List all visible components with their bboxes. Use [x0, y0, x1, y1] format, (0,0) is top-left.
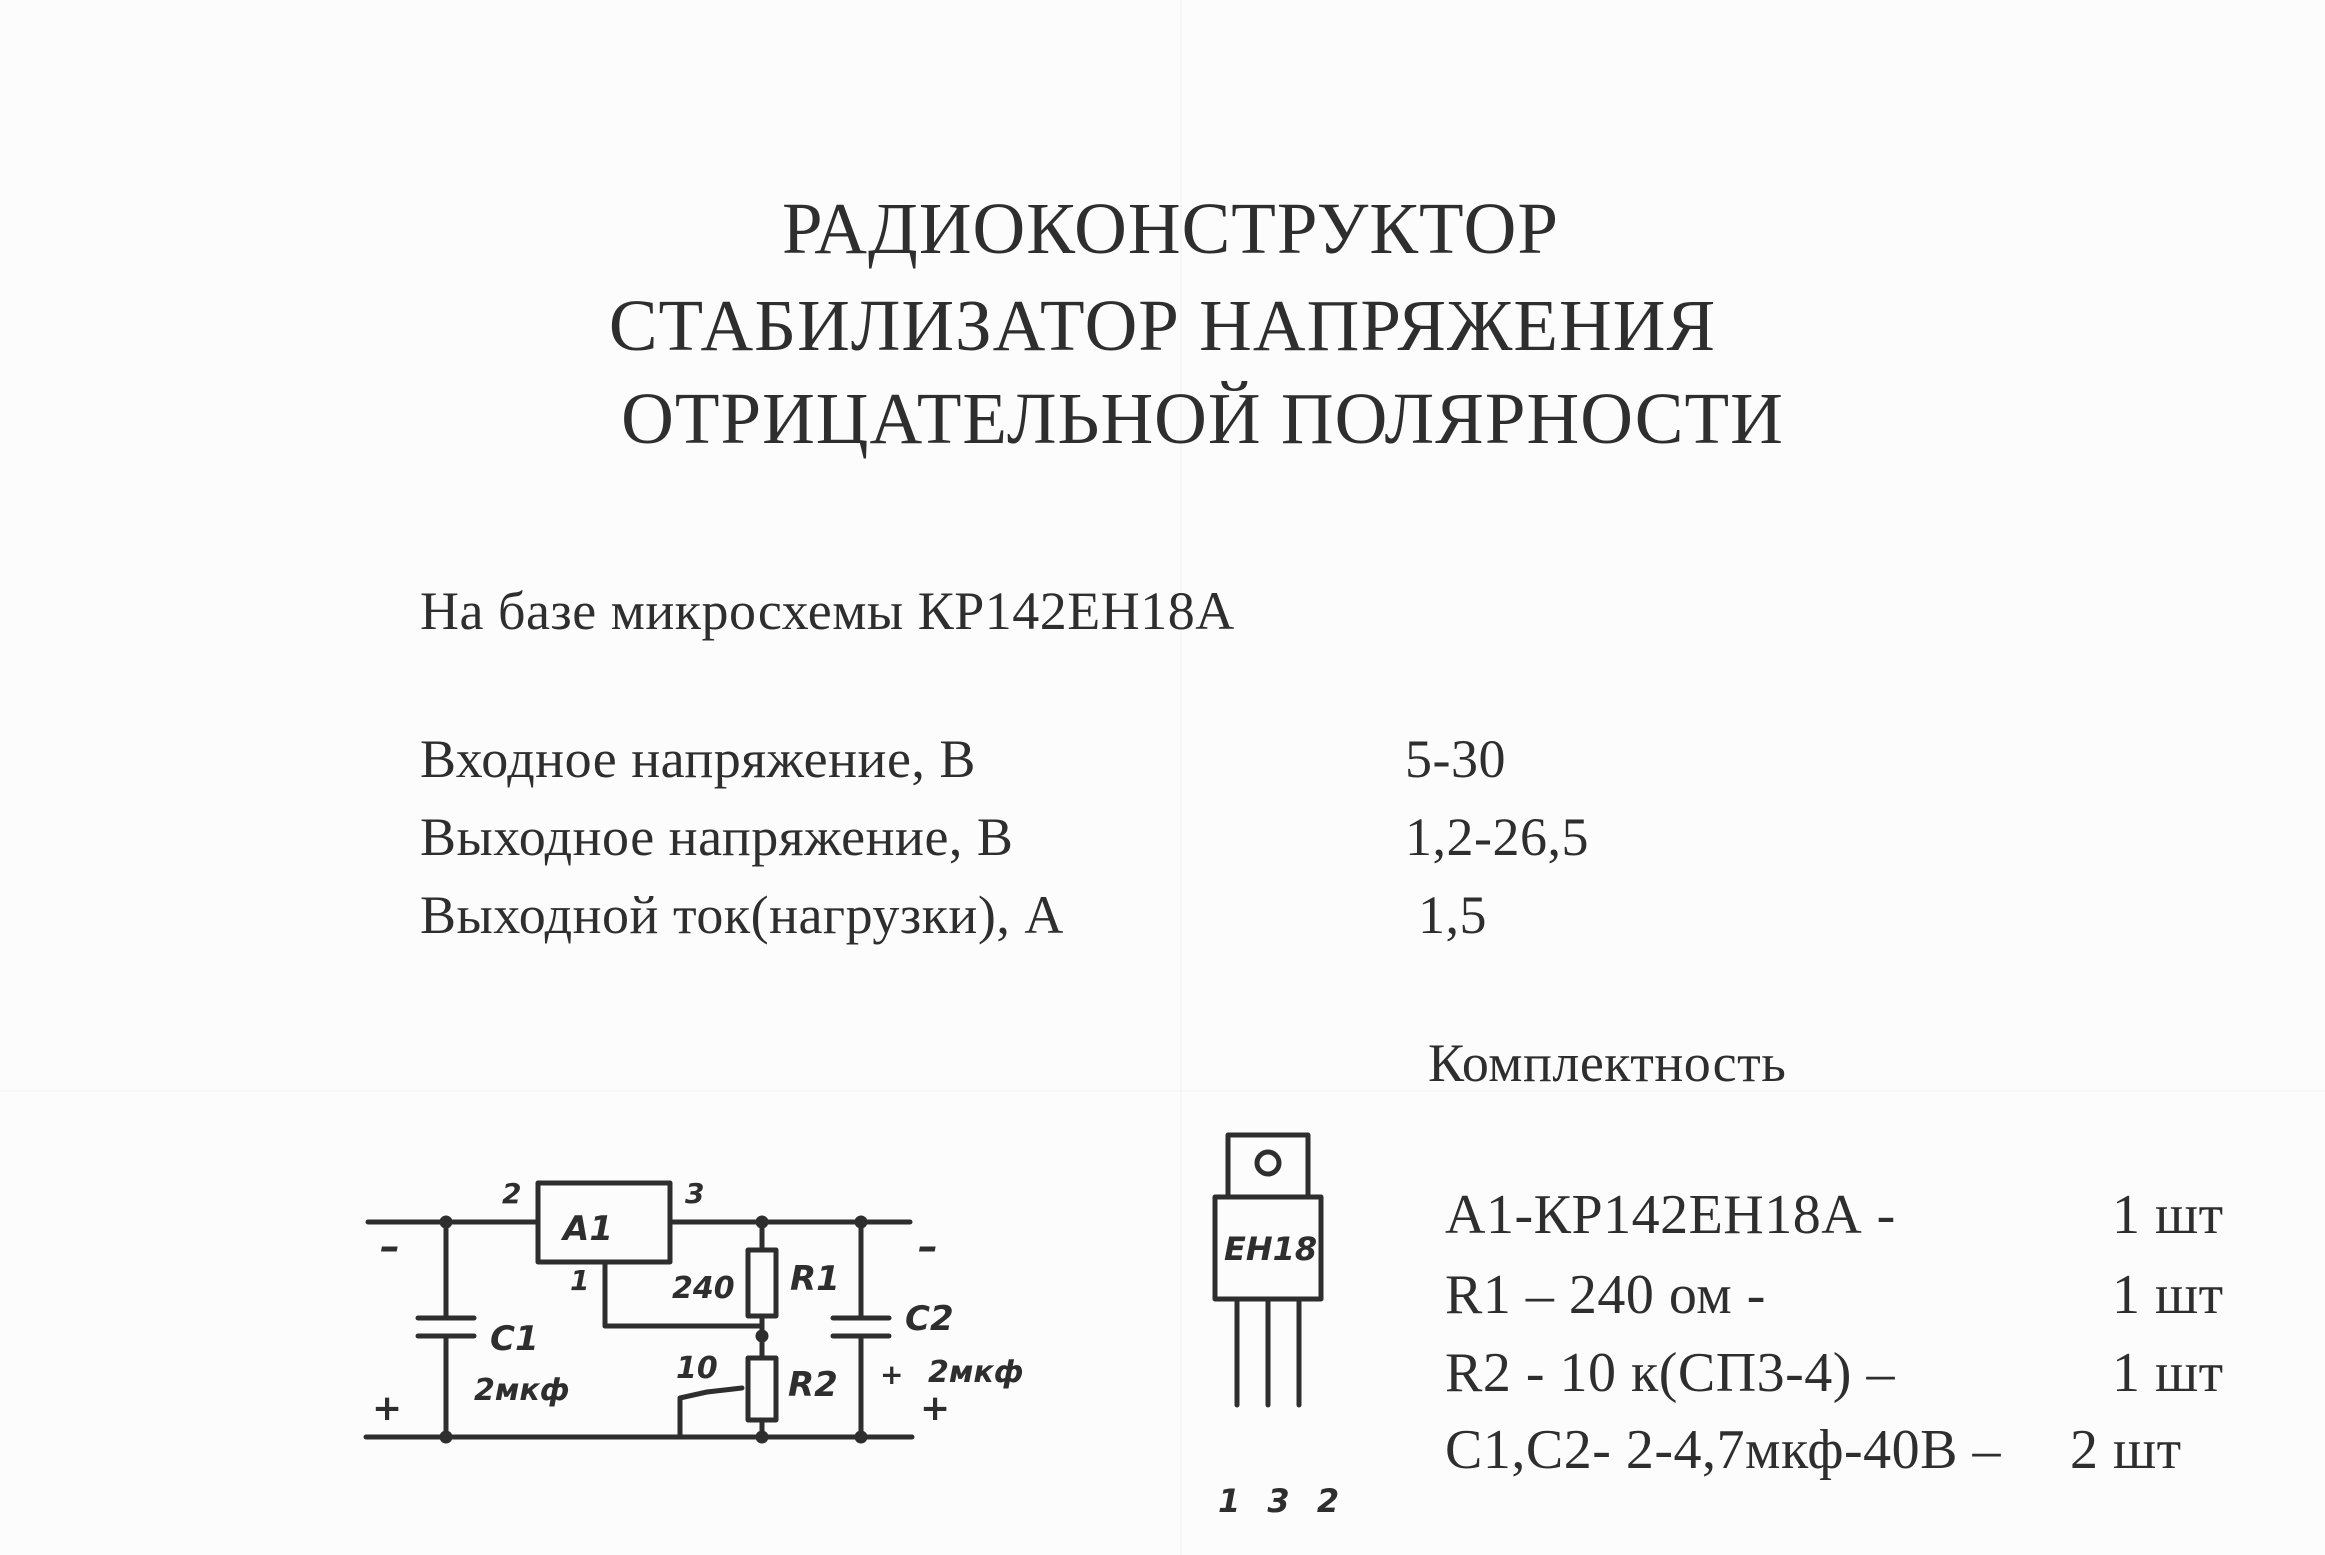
pin1-label: 1	[570, 1264, 590, 1297]
spec-value-input-voltage: 5-30	[1405, 729, 1506, 789]
spec-label-output-current: Выходной ток(нагрузки), А	[420, 885, 1064, 945]
resistor-r1	[748, 1250, 776, 1316]
kit-item-qty: 1 шт	[2112, 1264, 2224, 1326]
c1-label: С1	[490, 1319, 539, 1359]
kit-item-name: R2 - 10 к(СП3-4) –	[1445, 1342, 1895, 1404]
kit-item-name: R1 – 240 ом -	[1445, 1264, 1766, 1326]
junction-dot	[857, 1433, 865, 1441]
c1-value: 2мкф	[474, 1373, 570, 1408]
title-line-1: РАДИОКОНСТРУКТОР	[782, 188, 1559, 269]
circuit-schematic	[366, 1183, 912, 1441]
junction-dot	[758, 1433, 766, 1441]
kit-heading: Комплектность	[1428, 1033, 1787, 1093]
junction-dot	[758, 1332, 766, 1340]
r2-wiper	[707, 1388, 742, 1392]
c2-value: 2мкф	[928, 1355, 1024, 1390]
r1-label: R1	[790, 1259, 840, 1299]
r2-label: R2	[788, 1365, 838, 1405]
spec-value-output-current: 1,5	[1418, 885, 1487, 945]
title-line-3: ОТРИЦАТЕЛЬНОЙ ПОЛЯРНОСТИ	[621, 378, 1784, 459]
package-pin-numbers: 1 3 2	[1218, 1482, 1348, 1520]
regulator-chip-a1	[538, 1183, 670, 1262]
paper-fold	[0, 1090, 2325, 1092]
to220-package-drawing	[1215, 1135, 1347, 1520]
junction-dot	[758, 1218, 766, 1226]
r2-value: 10	[676, 1351, 718, 1386]
pin3-label: 3	[685, 1177, 705, 1210]
package-tab	[1228, 1135, 1308, 1197]
chip-label: А1	[563, 1209, 613, 1249]
resistor-r2	[748, 1358, 776, 1420]
spec-label-output-voltage: Выходное напряжение, В	[420, 807, 1014, 867]
input-minus-sign: –	[380, 1224, 400, 1270]
junction-dot	[442, 1433, 450, 1441]
junction-dot	[857, 1218, 865, 1226]
mounting-hole	[1257, 1152, 1279, 1174]
junction-dot	[442, 1218, 450, 1226]
r1-value: 240	[672, 1271, 735, 1306]
output-minus-sign: –	[918, 1224, 938, 1270]
c2-label: С2	[905, 1299, 954, 1339]
title-line-2: СТАБИЛИЗАТОР НАПРЯЖЕНИЯ	[608, 285, 1717, 366]
kit-item-qty: 2 шт	[2070, 1419, 2182, 1481]
c2-polarity-plus: +	[880, 1358, 904, 1391]
chip-basis-text: На базе микросхемы КР142ЕН18А	[420, 581, 1235, 641]
kit-item-qty: 1 шт	[2112, 1342, 2224, 1404]
r2-wiper-wire	[680, 1392, 707, 1437]
kit-item-qty: 1 шт	[2112, 1184, 2224, 1246]
input-plus-sign: +	[372, 1388, 403, 1429]
kit-item-name: С1,С2- 2-4,7мкф-40В –	[1445, 1419, 2002, 1481]
pin2-label: 2	[502, 1177, 522, 1210]
spec-value-output-voltage: 1,2-26,5	[1405, 807, 1589, 867]
package-marking: ЕН18	[1224, 1230, 1318, 1268]
schematic-labels	[372, 1177, 1024, 1429]
package-body	[1215, 1197, 1321, 1299]
kit-item-name: А1-КР142ЕН18А -	[1445, 1184, 1896, 1246]
spec-label-input-voltage: Входное напряжение, В	[420, 729, 976, 789]
output-plus-sign: +	[920, 1388, 951, 1429]
